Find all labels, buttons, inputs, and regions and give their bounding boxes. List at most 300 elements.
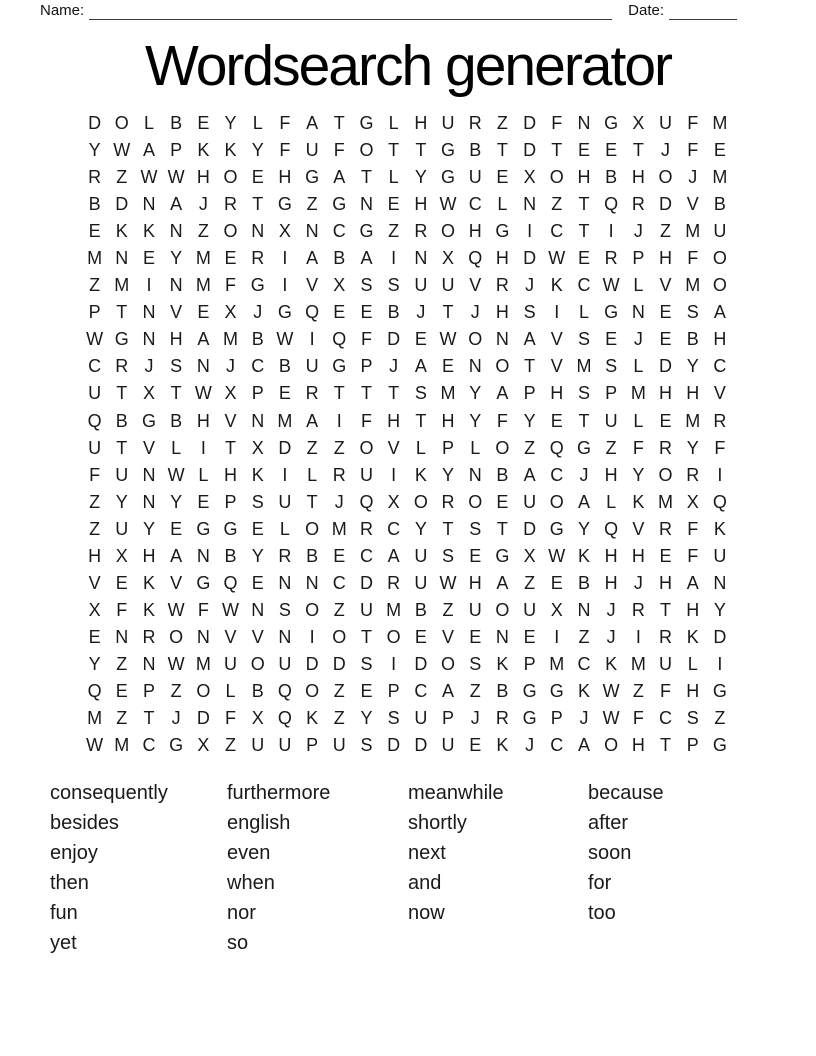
grid-letter: Y: [360, 708, 373, 729]
grid-letter: A: [686, 572, 699, 593]
grid-letter: Y: [224, 113, 237, 134]
grid-letter: D: [332, 653, 346, 674]
grid-letter: J: [633, 221, 643, 242]
grid-letter: E: [170, 518, 183, 539]
grid-letter: H: [686, 681, 700, 701]
grid-letter: M: [685, 275, 701, 296]
grid-letter: U: [305, 356, 319, 377]
grid-letter: J: [334, 491, 344, 512]
grid-letter: N: [305, 572, 319, 593]
grid-letter: Y: [88, 653, 101, 674]
grid-letter: X: [523, 545, 536, 566]
grid-letter: O: [495, 599, 510, 620]
grid-letter: I: [391, 464, 397, 485]
grid-letter: U: [278, 735, 292, 756]
grid-letter: U: [278, 491, 292, 512]
grid-letter: A: [414, 356, 427, 377]
grid-letter: M: [440, 383, 456, 404]
grid-letter: K: [197, 140, 210, 161]
grid-letter: H: [577, 167, 591, 188]
grid-letter: D: [659, 356, 673, 377]
grid-letter: V: [170, 302, 183, 323]
grid-letter: T: [333, 383, 345, 404]
grid-letter: I: [336, 410, 342, 431]
grid-letter: I: [608, 221, 614, 242]
grid-letter: T: [660, 735, 672, 756]
grid-letter: O: [658, 167, 673, 188]
grid-letter: B: [115, 410, 128, 431]
grid-letter: E: [88, 626, 101, 647]
grid-letter: R: [659, 437, 673, 458]
grid-letter: M: [386, 599, 402, 620]
grid-letter: E: [577, 248, 590, 269]
grid-letter: B: [278, 356, 291, 377]
grid-letter: S: [686, 708, 699, 729]
grid-letter: F: [360, 329, 372, 350]
grid-letter: H: [441, 410, 455, 431]
grid-letter: H: [604, 572, 618, 593]
grid-letter: U: [441, 275, 455, 296]
grid-letter: Y: [251, 140, 264, 161]
grid-letter: N: [713, 572, 727, 593]
grid-letter: Y: [442, 464, 455, 485]
word-item: yet: [50, 931, 77, 954]
grid-letter: M: [114, 735, 130, 756]
word-column: [408, 779, 504, 929]
grid-letter: C: [251, 356, 265, 377]
word-item: next: [408, 841, 446, 864]
grid-letter: N: [142, 491, 156, 512]
grid-letter: E: [496, 491, 509, 512]
word-item: when: [227, 871, 275, 894]
grid-letter: L: [470, 437, 481, 458]
grid-letter: W: [548, 545, 566, 566]
grid-letter: B: [333, 248, 346, 269]
grid-letter: Z: [89, 491, 101, 512]
grid-letter: N: [142, 329, 156, 350]
grid-letter: M: [195, 275, 211, 296]
grid-letter: N: [577, 599, 591, 620]
grid-letter: Z: [660, 221, 672, 242]
grid-letter: K: [496, 653, 509, 674]
grid-letter: E: [496, 167, 509, 188]
word-item: so: [227, 931, 249, 954]
grid-letter: V: [224, 626, 237, 647]
grid-letter: Y: [469, 383, 482, 404]
grid-letter: N: [251, 221, 265, 242]
grid-letter: B: [251, 329, 264, 350]
grid-letter: U: [523, 599, 537, 620]
grid-letter: G: [604, 113, 619, 134]
grid-letter: W: [167, 599, 185, 620]
grid-letter: E: [605, 329, 618, 350]
grid-letter: U: [441, 113, 455, 134]
grid-letter: D: [713, 626, 727, 647]
grid-letter: N: [142, 464, 156, 485]
grid-letter: J: [633, 572, 643, 593]
grid-letter: E: [278, 383, 291, 404]
grid-letter: O: [359, 437, 374, 458]
word-item: nor: [227, 901, 256, 924]
grid-letter: A: [306, 113, 319, 134]
grid-letter: W: [167, 167, 185, 188]
grid-letter: H: [468, 572, 482, 593]
grid-letter: O: [468, 329, 483, 350]
grid-letter: D: [305, 653, 319, 674]
grid-letter: K: [115, 221, 128, 242]
grid-letter: E: [577, 140, 590, 161]
grid-letter: L: [633, 410, 644, 431]
grid-letter: E: [115, 572, 128, 593]
grid-letter: J: [416, 302, 426, 323]
grid-letter: K: [686, 626, 699, 647]
grid-letter: F: [496, 410, 508, 431]
grid-letter: S: [387, 708, 400, 729]
grid-letter: D: [659, 194, 673, 215]
grid-letter: P: [142, 681, 155, 701]
grid-letter: I: [146, 275, 152, 296]
grid-letter: M: [576, 356, 592, 377]
grid-letter: H: [604, 545, 618, 566]
grid-letter: C: [577, 653, 591, 674]
grid-letter: T: [170, 383, 182, 404]
grid-letter: G: [169, 735, 184, 756]
grid-letter: R: [359, 518, 373, 539]
grid-letter: T: [578, 194, 590, 215]
grid-letter: E: [387, 194, 400, 215]
grid-letter: G: [305, 167, 320, 188]
grid-letter: K: [550, 275, 563, 296]
grid-letter: N: [305, 221, 319, 242]
grid-letter: E: [333, 545, 346, 566]
grid-letter: Z: [524, 572, 536, 593]
grid-letter: L: [633, 356, 644, 377]
grid-letter: K: [632, 491, 645, 512]
grid-letter: U: [359, 464, 373, 485]
grid-letter: L: [633, 275, 644, 296]
grid-letter: J: [470, 708, 480, 729]
grid-letter: X: [251, 437, 264, 458]
grid-letter: B: [387, 302, 400, 323]
grid-letter: S: [414, 383, 427, 404]
grid-letter: E: [442, 356, 455, 377]
grid-letter: E: [550, 410, 563, 431]
grid-letter: O: [413, 491, 428, 512]
grid-letter: R: [441, 491, 455, 512]
grid-letter: W: [86, 735, 104, 756]
grid-letter: J: [144, 356, 154, 377]
grid-letter: O: [359, 140, 374, 161]
grid-letter: M: [87, 708, 103, 729]
grid-letter: N: [278, 626, 292, 647]
grid-letter: R: [332, 464, 346, 485]
grid-letter: U: [659, 113, 673, 134]
grid-letter: K: [414, 464, 427, 485]
grid-letter: T: [442, 302, 454, 323]
grid-letter: G: [576, 437, 591, 458]
grid-letter: F: [89, 464, 101, 485]
grid-letter: C: [577, 275, 591, 296]
grid-letter: N: [278, 572, 292, 593]
grid-letter: R: [686, 464, 700, 485]
grid-letter: B: [577, 572, 590, 593]
grid-letter: E: [469, 626, 482, 647]
grid-letter: F: [551, 113, 563, 134]
grid-letter: G: [332, 194, 347, 215]
grid-letter: O: [305, 518, 320, 539]
grid-letter: Q: [604, 194, 619, 215]
grid-letter: B: [605, 167, 618, 188]
grid-letter: Z: [496, 113, 508, 134]
grid-letter: U: [468, 167, 482, 188]
grid-letter: S: [360, 735, 373, 756]
grid-letter: S: [577, 329, 590, 350]
grid-letter: F: [116, 599, 128, 620]
grid-letter: T: [306, 491, 318, 512]
grid-letter: V: [659, 275, 672, 296]
grid-letter: L: [143, 113, 154, 134]
grid-letter: A: [523, 329, 536, 350]
grid-letter: X: [387, 491, 400, 512]
word-list: [0, 779, 816, 964]
grid-letter: T: [360, 383, 372, 404]
grid-letter: S: [251, 491, 264, 512]
word-item: besides: [50, 811, 119, 834]
grid-letter: Z: [605, 437, 617, 458]
grid-letter: U: [523, 491, 537, 512]
grid-letter: M: [630, 653, 646, 674]
grid-letter: G: [277, 302, 292, 323]
grid-letter: G: [277, 194, 292, 215]
grid-letter: I: [717, 464, 723, 485]
grid-letter: W: [439, 194, 457, 215]
grid-letter: I: [635, 626, 641, 647]
grid-letter: A: [577, 735, 590, 756]
grid-letter: G: [495, 545, 510, 566]
grid-letter: E: [251, 518, 264, 539]
grid-letter: O: [305, 681, 320, 701]
grid-letter: E: [333, 302, 346, 323]
grid-letter: P: [387, 681, 400, 701]
grid-letter: R: [631, 599, 645, 620]
grid-letter: R: [659, 518, 673, 539]
grid-letter: A: [333, 167, 346, 188]
word-item: meanwhile: [408, 782, 504, 804]
grid-letter: E: [414, 329, 427, 350]
grid-letter: Z: [116, 167, 128, 188]
grid-letter: S: [686, 302, 699, 323]
word-item: consequently: [50, 782, 168, 804]
grid-letter: T: [388, 140, 400, 161]
grid-letter: L: [252, 113, 263, 134]
grid-letter: Z: [89, 518, 101, 539]
grid-letter: E: [713, 140, 726, 161]
wordsearch-grid: [81, 110, 734, 759]
grid-letter: U: [604, 410, 618, 431]
grid-letter: X: [251, 708, 264, 729]
grid-letter: N: [251, 599, 265, 620]
worksheet-header: [40, 0, 737, 20]
grid-letter: H: [631, 735, 645, 756]
grid-letter: J: [606, 599, 616, 620]
grid-letter: B: [251, 681, 264, 701]
grid-letter: K: [577, 545, 590, 566]
grid-letter: T: [578, 410, 590, 431]
grid-letter: Z: [333, 599, 345, 620]
grid-letter: K: [713, 518, 726, 539]
grid-letter: L: [198, 464, 209, 485]
word-item: for: [588, 871, 612, 894]
grid-letter: T: [116, 437, 128, 458]
grid-letter: G: [441, 140, 456, 161]
grid-letter: I: [554, 302, 560, 323]
grid-letter: N: [142, 194, 156, 215]
grid-letter: R: [468, 113, 482, 134]
grid-letter: E: [88, 221, 101, 242]
name-label: Name:: [40, 2, 85, 19]
grid-letter: U: [359, 599, 373, 620]
grid-letter: O: [441, 653, 456, 674]
grid-letter: M: [114, 275, 130, 296]
grid-letter: G: [196, 518, 211, 539]
grid-letter: V: [224, 410, 237, 431]
grid-letter: C: [550, 735, 564, 756]
word-column: [50, 779, 168, 958]
grid-letter: E: [360, 681, 373, 701]
grid-letter: C: [332, 572, 346, 593]
grid-letter: H: [88, 545, 102, 566]
grid-letter: Z: [333, 708, 345, 729]
grid-letter: T: [660, 599, 672, 620]
grid-letter: D: [278, 437, 292, 458]
grid-letter: V: [251, 626, 264, 647]
grid-letter: S: [360, 275, 373, 296]
word-item: too: [588, 901, 616, 924]
grid-letter: U: [414, 545, 428, 566]
grid-letter: Q: [277, 681, 292, 701]
grid-letter: Y: [115, 491, 128, 512]
grid-letter: G: [223, 518, 238, 539]
grid-letter: S: [469, 518, 482, 539]
grid-letter: J: [579, 464, 589, 485]
grid-letter: C: [659, 708, 673, 729]
grid-letter: T: [360, 626, 372, 647]
grid-letter: O: [223, 221, 238, 242]
grid-letter: T: [415, 140, 427, 161]
grid-letter: I: [282, 275, 288, 296]
grid-letter: X: [523, 167, 536, 188]
word-item: after: [588, 811, 629, 834]
grid-letter: J: [661, 140, 671, 161]
grid-letter: Z: [551, 194, 563, 215]
grid-letter: P: [523, 653, 536, 674]
grid-letter: C: [88, 356, 102, 377]
grid-letter: V: [632, 518, 645, 539]
grid-letter: X: [278, 221, 291, 242]
grid-letter: H: [196, 167, 210, 188]
grid-letter: Y: [686, 356, 699, 377]
grid-letter: U: [251, 735, 265, 756]
grid-letter: O: [332, 626, 347, 647]
grid-letter: T: [116, 383, 128, 404]
grid-letter: D: [523, 140, 537, 161]
grid-letter: E: [414, 626, 427, 647]
word-column: [227, 779, 330, 958]
grid-letter: Z: [524, 437, 536, 458]
page-title: Wordsearch generator: [144, 34, 672, 98]
grid-letter: Y: [414, 167, 427, 188]
grid-letter: R: [251, 248, 265, 269]
word-item: soon: [588, 841, 632, 864]
grid-letter: W: [439, 572, 457, 593]
grid-letter: H: [604, 464, 618, 485]
grid-letter: C: [387, 518, 401, 539]
grid-letter: Y: [170, 248, 183, 269]
grid-letter: O: [305, 599, 320, 620]
grid-letter: L: [171, 437, 182, 458]
grid-letter: C: [550, 464, 564, 485]
grid-letter: X: [224, 383, 237, 404]
grid-letter: I: [282, 464, 288, 485]
grid-letter: V: [170, 572, 183, 593]
grid-letter: Y: [577, 518, 590, 539]
grid-letter: G: [495, 221, 510, 242]
grid-letter: S: [387, 275, 400, 296]
grid-letter: H: [631, 167, 645, 188]
grid-letter: T: [388, 383, 400, 404]
grid-letter: A: [496, 383, 509, 404]
grid-letter: V: [713, 383, 726, 404]
grid-letter: H: [169, 329, 183, 350]
grid-letter: M: [685, 410, 701, 431]
grid-letter: M: [223, 329, 239, 350]
grid-letter: G: [522, 708, 537, 729]
grid-letter: X: [88, 599, 101, 620]
grid-letter: A: [442, 681, 455, 701]
grid-letter: B: [496, 681, 509, 701]
grid-letter: R: [387, 572, 401, 593]
grid-letter: F: [197, 599, 209, 620]
grid-letter: Q: [87, 410, 102, 431]
grid-letter: R: [604, 248, 618, 269]
grid-letter: D: [387, 329, 401, 350]
grid-letter: G: [141, 410, 156, 431]
grid-letter: D: [88, 113, 102, 134]
grid-letter: L: [497, 194, 508, 215]
grid-letter: F: [225, 275, 237, 296]
grid-letter: S: [605, 356, 618, 377]
grid-letter: S: [469, 653, 482, 674]
grid-letter: W: [167, 653, 185, 674]
grid-letter: D: [523, 248, 537, 269]
grid-letter: M: [277, 410, 293, 431]
grid-letter: R: [495, 708, 509, 729]
grid-letter: M: [712, 167, 728, 188]
grid-letter: R: [305, 383, 319, 404]
grid-letter: C: [332, 221, 346, 242]
grid-letter: J: [171, 708, 181, 729]
grid-letter: L: [225, 681, 236, 701]
grid-letter: X: [115, 545, 128, 566]
grid-letter: N: [523, 194, 537, 215]
grid-letter: Z: [442, 599, 454, 620]
grid-letter: G: [712, 735, 727, 756]
grid-letter: H: [713, 329, 727, 350]
word-item: then: [50, 871, 89, 894]
grid-letter: I: [309, 329, 315, 350]
grid-letter: M: [195, 653, 211, 674]
grid-letter: U: [88, 437, 102, 458]
